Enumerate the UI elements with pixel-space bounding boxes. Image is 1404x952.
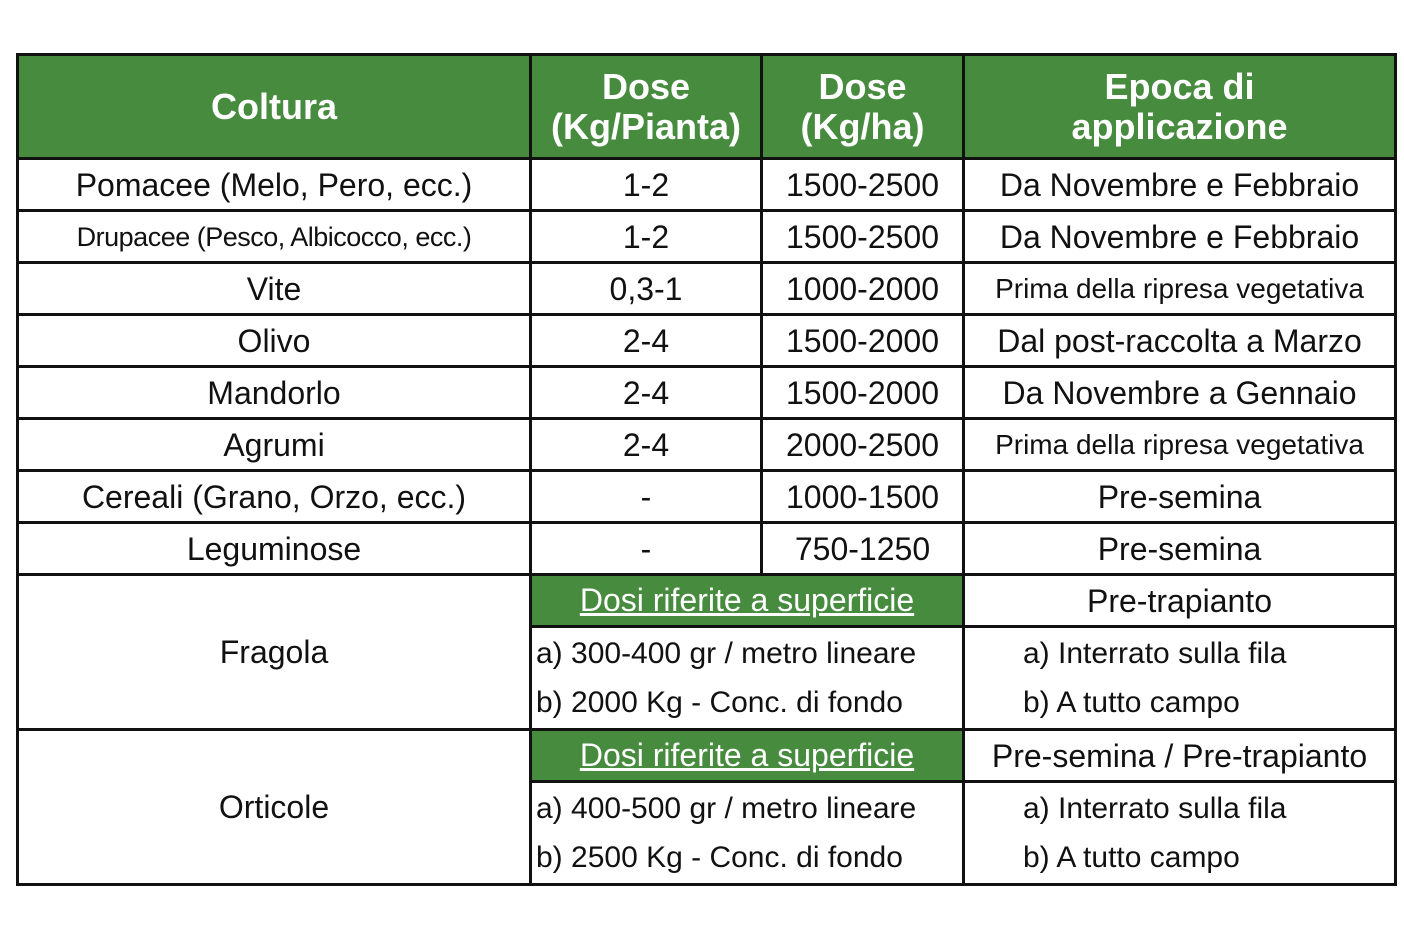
cell-dose-pianta: 1-2 [531,159,762,211]
cell-epoca: Prima della ripresa vegetativa [964,419,1396,471]
dose-table [16,53,1397,886]
cell-coltura: Cereali (Grano, Orzo, ecc.) [18,471,531,523]
cell-dose-ha: 750-1250 [762,523,964,575]
epoca-a-fragola: a) Interrato sulla fila [1023,637,1287,670]
header-coltura: Coltura [18,55,531,159]
cell-dose-ha: 1500-2000 [762,367,964,419]
cell-coltura: Olivo [18,315,531,367]
epoca-b-orticole: b) A tutto campo [1023,841,1240,874]
cell-epoca-fragola-top: Pre-trapianto [964,575,1396,627]
cell-dose-fragola [531,627,964,730]
epoca-a-orticole: a) Interrato sulla fila [1023,792,1287,825]
header-dose-pianta: Dose (Kg/Pianta) [531,55,762,159]
cell-dose-pianta: 2-4 [531,315,762,367]
table-row [18,471,1396,523]
cell-dose-ha: 1500-2000 [762,315,964,367]
cell-epoca: Pre-semina [964,471,1396,523]
cell-epoca: Da Novembre e Febbraio [964,159,1396,211]
cell-epoca: Pre-semina [964,523,1396,575]
table-row [18,159,1396,211]
cell-epoca: Da Novembre e Febbraio [964,211,1396,263]
cell-coltura: Mandorlo [18,367,531,419]
cell-epoca: Prima della ripresa vegetativa [964,263,1396,315]
cell-dose-ha: 1000-1500 [762,471,964,523]
dosi-superficie-link-orticole[interactable]: Dosi riferite a superficie [531,730,964,782]
table-row [18,523,1396,575]
table-row-fragola [18,575,1396,627]
cell-epoca: Da Novembre a Gennaio [964,367,1396,419]
header-dose-ha: Dose (Kg/ha) [762,55,964,159]
cell-epoca-orticole [964,782,1396,885]
cell-dose-orticole [531,782,964,885]
dose-a-orticole: a) 400-500 gr / metro lineare [536,792,917,825]
header-row [18,55,1396,159]
cell-coltura: Leguminose [18,523,531,575]
dose-b-orticole: b) 2500 Kg - Conc. di fondo [536,841,903,874]
cell-coltura: Vite [18,263,531,315]
cell-dose-pianta: 1-2 [531,211,762,263]
table-row [18,367,1396,419]
cell-dose-pianta: - [531,523,762,575]
cell-dose-pianta: 2-4 [531,367,762,419]
cell-dose-ha: 2000-2500 [762,419,964,471]
cell-epoca-orticole-top: Pre-semina / Pre-trapianto [964,730,1396,782]
dose-b-fragola: b) 2000 Kg - Conc. di fondo [536,686,903,719]
cell-dose-pianta: - [531,471,762,523]
cell-dose-ha: 1500-2500 [762,159,964,211]
cell-dose-ha: 1000-2000 [762,263,964,315]
cell-coltura-fragola: Fragola [18,575,531,730]
table-row [18,419,1396,471]
cell-epoca-fragola [964,627,1396,730]
dose-a-fragola: a) 300-400 gr / metro lineare [536,637,917,670]
cell-epoca: Dal post-raccolta a Marzo [964,315,1396,367]
cell-dose-ha: 1500-2500 [762,211,964,263]
cell-dose-pianta: 0,3-1 [531,263,762,315]
table-row [18,263,1396,315]
cell-coltura: Pomacee (Melo, Pero, ecc.) [18,159,531,211]
dosi-superficie-link-fragola[interactable]: Dosi riferite a superficie [531,575,964,627]
cell-coltura: Agrumi [18,419,531,471]
cell-coltura-orticole: Orticole [18,730,531,885]
table-row-orticole [18,730,1396,782]
table-row [18,211,1396,263]
header-epoca: Epoca di applicazione [964,55,1396,159]
cell-dose-pianta: 2-4 [531,419,762,471]
epoca-b-fragola: b) A tutto campo [1023,686,1240,719]
table-row [18,315,1396,367]
cell-coltura: Drupacee (Pesco, Albicocco, ecc.) [18,211,531,263]
